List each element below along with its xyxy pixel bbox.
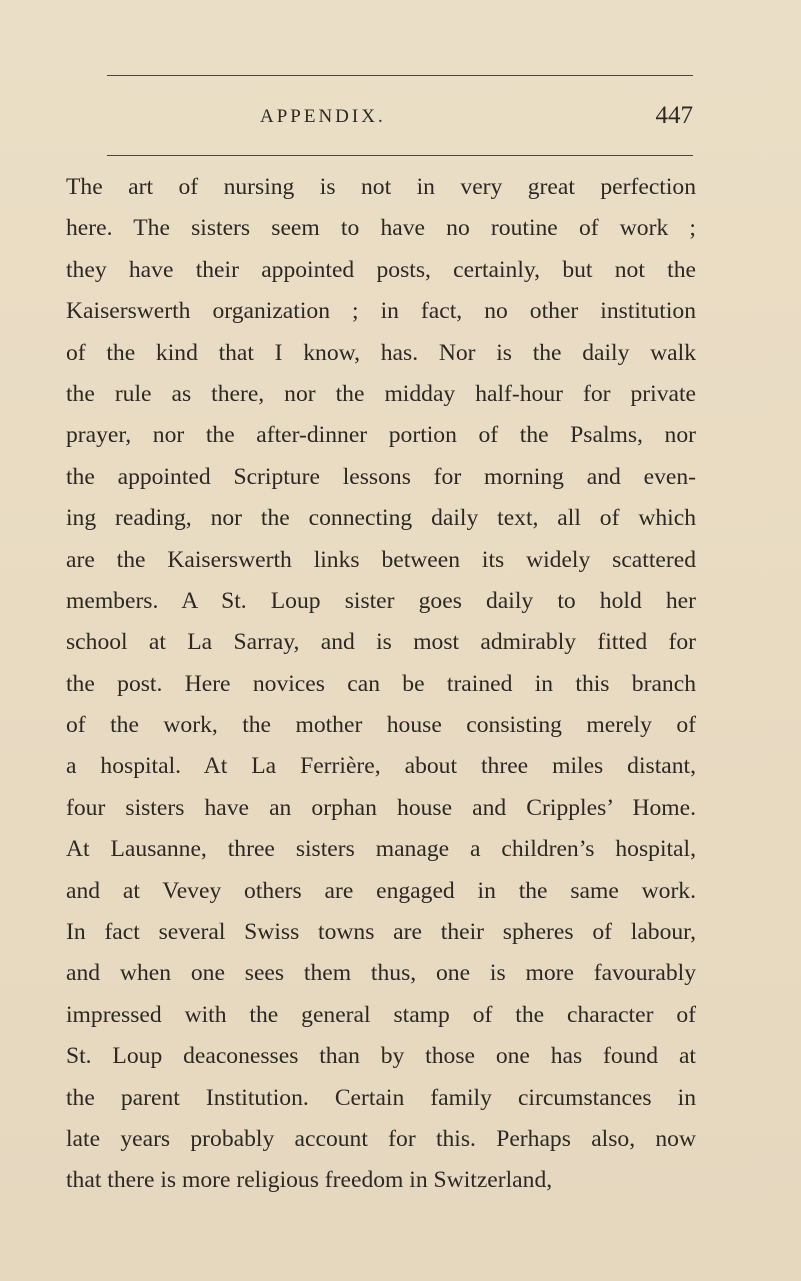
running-head: APPENDIX.	[260, 106, 386, 127]
text-line: impressed with the general stamp of the character of	[66, 1001, 696, 1028]
header-bottom-rule	[107, 155, 693, 156]
text-line: ing reading, nor the connecting daily text, all of which	[66, 505, 696, 532]
text-line: Kaiserswerth organization ; in fact, no other institution	[66, 298, 696, 325]
text-line: At Lausanne, three sisters manage a children’s hospital,	[66, 836, 696, 863]
text-line: school at La Sarray, and is most admirably fitted for	[66, 629, 696, 656]
body-paragraph	[66, 167, 696, 1202]
text-line: the rule as there, nor the midday half-hour for private	[66, 380, 696, 407]
header-top-rule	[107, 75, 693, 76]
text-line: the appointed Scripture lessons for morning and even-	[66, 463, 696, 490]
text-line: the post. Here novices can be trained in this branch	[66, 670, 696, 697]
page-header	[107, 102, 693, 138]
text-line: and at Vevey others are engaged in the same work.	[66, 877, 696, 904]
text-line: they have their appointed posts, certainly, but not the	[66, 256, 696, 283]
text-line: of the work, the mother house consisting merely of	[66, 712, 696, 739]
text-line: of the kind that I know, has. Nor is the daily walk	[66, 339, 696, 366]
text-line: St. Loup deaconesses than by those one has found at	[66, 1043, 696, 1070]
text-line: a hospital. At La Ferrière, about three miles distant,	[66, 753, 696, 780]
text-line: four sisters have an orphan house and Cripples’ Home.	[66, 794, 696, 821]
text-line: here. The sisters seem to have no routine of work ;	[66, 215, 696, 242]
text-line: and when one sees them thus, one is more favourably	[66, 960, 696, 987]
page-number: 447	[655, 102, 693, 129]
text-line: The art of nursing is not in very great perfection	[66, 174, 696, 200]
text-line: are the Kaiserswerth links between its widely scattered	[66, 546, 696, 573]
text-line: members. A St. Loup sister goes daily to hold her	[66, 587, 696, 614]
text-line: prayer, nor the after-dinner portion of the Psalms, nor	[66, 422, 696, 449]
text-line: In fact several Swiss towns are their spheres of labour,	[66, 919, 696, 946]
text-line: late years probably account for this. Perhaps also, now	[66, 1125, 696, 1152]
text-line: that there is more religious freedom in Switzerland,	[66, 1167, 553, 1194]
text-line: the parent Institution. Certain family circumstances in	[66, 1084, 696, 1111]
